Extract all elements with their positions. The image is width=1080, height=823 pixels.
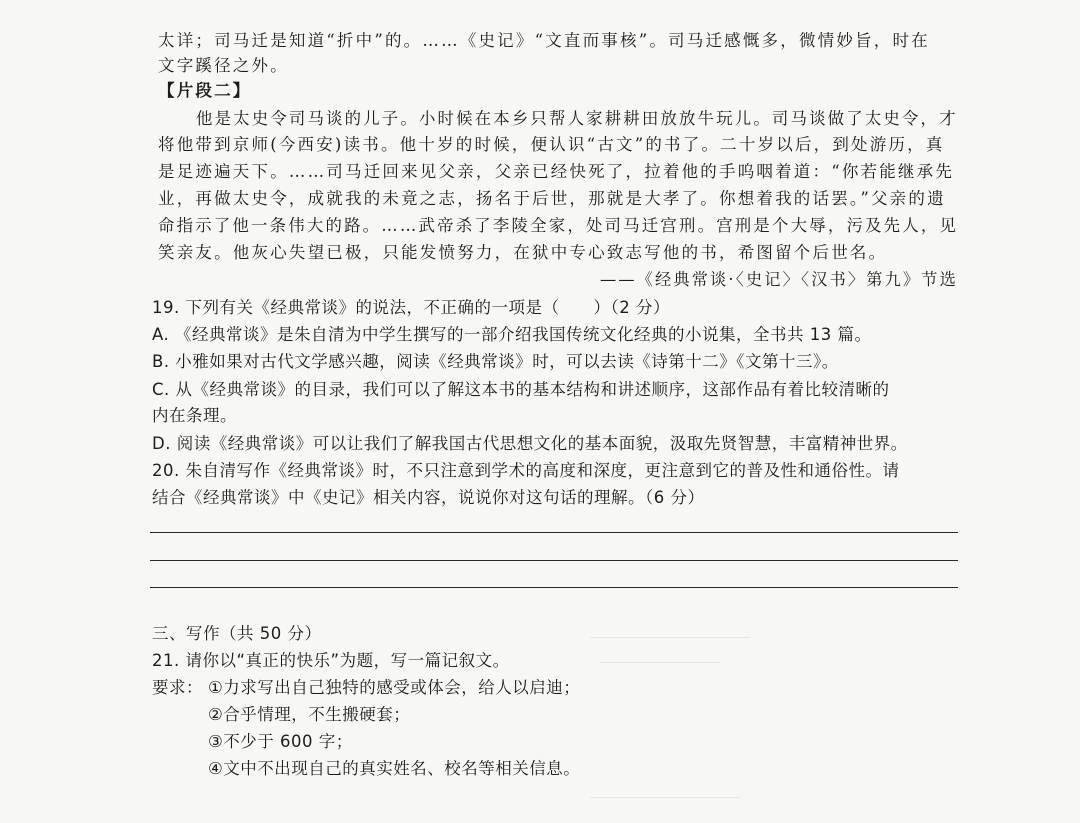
q21-requirement: ③不少于 600 字； [208, 732, 353, 751]
q19-option-a: A. 《经典常谈》是朱自清为中学生撰写的一部介绍我国传统文化经典的小说集，全书共 13 篇。 [152, 325, 872, 344]
q19-option-b: B. 小雅如果对古代文学感兴趣，阅读《经典常谈》时，可以去读《诗第十二》《文第十三》。 [152, 352, 839, 371]
answer-line[interactable] [150, 587, 958, 588]
q20-stem-cont: 结合《经典常谈》中《史记》相关内容，说说你对这句话的理解。（6 分） [152, 488, 705, 507]
q19-option-c: C. 从《经典常谈》的目录，我们可以了解这本书的基本结构和讲述顺序，这部作品有着比较清晰的 [152, 380, 890, 399]
bleed-through-text [540, 58, 555, 78]
passage2-line: 命指示了他一条伟大的路。……武帝杀了李陵全家，处司马迁宫刑。宫刑是个大辱，污及先人，见 [158, 216, 959, 235]
q19-stem: 19. 下列有关《经典常谈》的说法，不正确的一项是（ ）（2 分） [152, 298, 670, 317]
passage1-line: 太详；司马迁是知道“折中”的。……《史记》“文直而事核”。司马迁感慨多，微情妙旨，时在 [158, 31, 930, 50]
passage1-line: 文字蹊径之外。 [158, 56, 289, 75]
q21-stem: 21. 请你以“真正的快乐”为题，写一篇记叙文。 [152, 651, 510, 670]
answer-line[interactable] [150, 532, 958, 533]
q20-stem: 20. 朱自清写作《经典常谈》时，不只注意到学术的高度和深度，更注意到它的普及性和通俗性。请 [152, 461, 900, 480]
passage2-line: 他是太史令司马谈的儿子。小时候在本乡只帮人家耕耕田放放牛玩儿。司马谈做了太史令，才 [196, 109, 958, 128]
passage2-source: ——《经典常谈·〈史记〉〈汉书〉第九》节选 [600, 270, 958, 289]
answer-line[interactable] [150, 560, 958, 561]
q19-option-c-cont: 内在条理。 [152, 406, 237, 425]
passage2-line: 业，再做太史令，成就我的未竟之志，扬名于后世，那就是大孝了。你想着我的话罢。”父亲的遗 [158, 189, 946, 208]
bleed-through-rule [600, 662, 720, 663]
passage2-line: 笑亲友。他灰心失望已极，只能发愤努力，在狱中专心致志写他的书，希图留个后世名。 [158, 243, 888, 262]
passage2-line: 将他带到京师(今西安)读书。他十岁的时候，便认识“古文”的书了。二十岁以后，到处游历，真 [158, 135, 945, 154]
q21-requirement: ①力求写出自己独特的感受或体会，给人以启迪； [208, 678, 581, 697]
bleed-through-rule [590, 797, 740, 798]
section3-title: 三、写作（共 50 分） [152, 624, 322, 643]
q21-requirement: ④文中不出现自己的真实姓名、校名等相关信息。 [208, 759, 581, 778]
passage2-line: 是足迹遍天下。……司马迁回来见父亲，父亲已经快死了，拉着他的手呜咽着道：“你若能继承先 [158, 162, 955, 181]
bleed-through-rule [590, 637, 750, 638]
q21-requirements-label: 要求： [152, 678, 203, 697]
q21-requirement: ②合乎情理，不生搬硬套； [208, 705, 411, 724]
q19-option-d: D. 阅读《经典常谈》可以让我们了解我国古代思想文化的基本面貌，汲取先贤智慧，丰富精神世界。 [152, 434, 908, 453]
passage2-heading: 【片段二】 [158, 81, 252, 100]
